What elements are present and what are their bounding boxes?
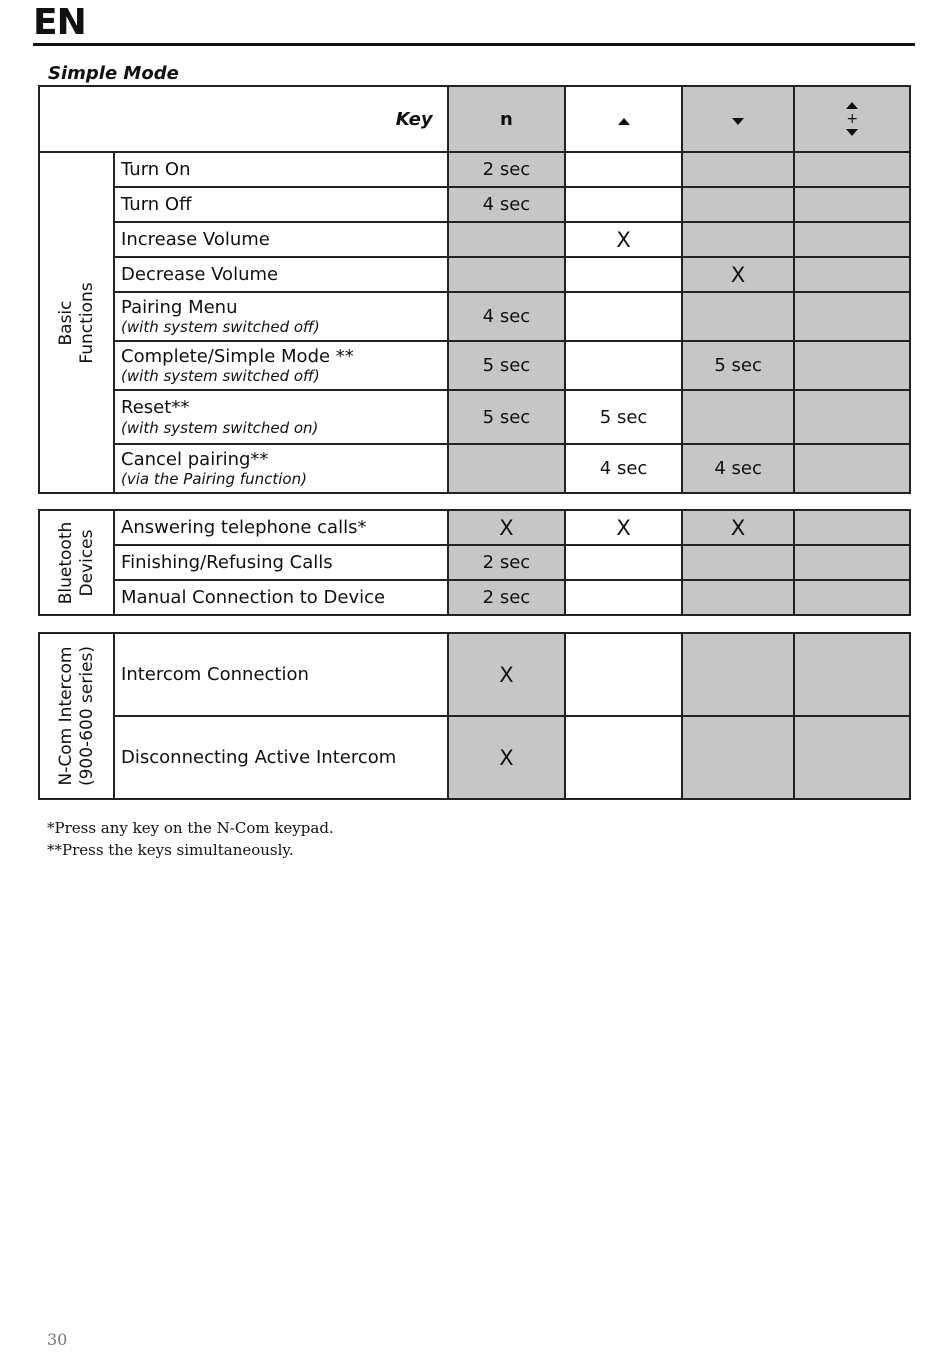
function-name-cell bbox=[114, 257, 448, 292]
key-1-cell bbox=[448, 187, 566, 222]
key-2-cell bbox=[565, 152, 682, 187]
key-1-cell bbox=[448, 292, 566, 341]
cell-value: 2 sec bbox=[482, 159, 531, 180]
key-1-cell bbox=[448, 444, 566, 493]
function-name: Cancel pairing** bbox=[121, 448, 269, 470]
up-triangle-icon bbox=[618, 118, 630, 125]
down-triangle-icon bbox=[732, 118, 744, 125]
key-header-row bbox=[39, 86, 910, 152]
key-down-header bbox=[682, 86, 795, 152]
cell-value: 4 sec bbox=[482, 306, 531, 327]
intercom-table bbox=[38, 632, 911, 800]
table-row bbox=[39, 222, 910, 257]
key-2-cell bbox=[565, 292, 682, 341]
cell-value: 2 sec bbox=[482, 587, 531, 608]
cell-value: X bbox=[499, 662, 514, 687]
table-row bbox=[39, 545, 910, 580]
up-plus-down-icon: + bbox=[795, 102, 909, 136]
table-row bbox=[39, 187, 910, 222]
function-name-cell bbox=[114, 187, 448, 222]
function-name-cell bbox=[114, 633, 448, 716]
function-name-cell bbox=[114, 341, 448, 390]
function-name: Reset** bbox=[121, 397, 190, 419]
cell-value: 5 sec bbox=[714, 355, 762, 376]
function-name: Finishing/Refusing Calls bbox=[121, 551, 333, 573]
key-3-cell bbox=[682, 187, 795, 222]
function-name: Intercom Connection bbox=[121, 663, 309, 685]
function-name: Decrease Volume bbox=[121, 263, 279, 285]
function-note: (with system switched on) bbox=[121, 418, 319, 437]
key-4-cell bbox=[794, 716, 910, 799]
function-note: (via the Pairing function) bbox=[121, 470, 307, 489]
key-3-cell bbox=[682, 257, 795, 292]
table-row bbox=[39, 633, 910, 716]
key-2-cell bbox=[565, 222, 682, 257]
key-2-cell bbox=[565, 444, 682, 493]
cell-value: X bbox=[616, 227, 631, 252]
header-rule bbox=[33, 43, 915, 46]
function-name-cell bbox=[114, 716, 448, 799]
basic-functions-group bbox=[39, 152, 114, 493]
key-1-cell bbox=[448, 222, 566, 257]
key-1-cell bbox=[448, 633, 566, 716]
key-4-cell bbox=[794, 257, 910, 292]
cell-value: 4 sec bbox=[482, 194, 531, 215]
key-2-cell bbox=[565, 545, 682, 580]
basic-functions-table bbox=[38, 85, 911, 494]
key-3-cell bbox=[682, 633, 795, 716]
bluetooth-devices-table bbox=[38, 509, 911, 616]
key-4-cell bbox=[794, 444, 910, 493]
key-3-cell bbox=[682, 222, 795, 257]
bluetooth-devices-group bbox=[39, 510, 114, 615]
function-name: Turn Off bbox=[121, 193, 192, 215]
cell-value: X bbox=[730, 262, 746, 287]
key-4-cell bbox=[794, 187, 910, 222]
table-row bbox=[39, 292, 910, 341]
group-label-line: Functions bbox=[76, 281, 97, 364]
table-row bbox=[39, 580, 910, 615]
key-2-cell bbox=[565, 187, 682, 222]
page-number: 30 bbox=[47, 1330, 68, 1349]
key-2-cell bbox=[565, 510, 682, 545]
group-label-line: Devices bbox=[76, 529, 97, 596]
cell-value: 5 sec bbox=[599, 406, 648, 428]
key-2-cell bbox=[565, 633, 682, 716]
function-name: Turn On bbox=[121, 158, 191, 180]
table-row bbox=[39, 444, 910, 493]
group-label-line: Basic bbox=[55, 299, 76, 346]
function-name-cell bbox=[114, 390, 448, 444]
table-row bbox=[39, 510, 910, 545]
function-name-cell bbox=[114, 292, 448, 341]
function-name-cell bbox=[114, 545, 448, 580]
key-header-label: Key bbox=[39, 86, 448, 152]
key-4-cell bbox=[794, 292, 910, 341]
footnote: *Press any key on the N-Com keypad. bbox=[47, 819, 334, 837]
function-name-cell bbox=[114, 152, 448, 187]
group-label-line: (900-600 series) bbox=[76, 645, 97, 787]
key-3-cell bbox=[682, 580, 795, 615]
key-2-cell bbox=[565, 390, 682, 444]
cell-value: 2 sec bbox=[482, 552, 531, 573]
cell-value: 5 sec bbox=[482, 355, 531, 376]
table-row bbox=[39, 390, 910, 444]
function-name-cell bbox=[114, 222, 448, 257]
key-3-cell bbox=[682, 716, 795, 799]
function-name: Increase Volume bbox=[121, 228, 270, 250]
key-4-cell bbox=[794, 152, 910, 187]
key-up-header bbox=[565, 86, 682, 152]
function-name: Complete/Simple Mode ** bbox=[121, 345, 354, 367]
key-4-cell bbox=[794, 222, 910, 257]
function-name-cell bbox=[114, 510, 448, 545]
key-3-cell bbox=[682, 444, 795, 493]
function-note: (with system switched off) bbox=[121, 367, 320, 386]
function-name: Answering telephone calls* bbox=[121, 516, 367, 538]
table-row bbox=[39, 257, 910, 292]
function-name: Pairing Menu bbox=[121, 296, 238, 318]
function-name: Manual Connection to Device bbox=[121, 586, 386, 608]
key-1-cell bbox=[448, 257, 566, 292]
key-2-cell bbox=[565, 580, 682, 615]
key-1-cell bbox=[448, 510, 566, 545]
function-name-cell bbox=[114, 580, 448, 615]
function-note: (with system switched off) bbox=[121, 318, 320, 337]
cell-value: X bbox=[616, 515, 631, 540]
key-1-cell bbox=[448, 716, 566, 799]
key-4-cell bbox=[794, 390, 910, 444]
footnotes bbox=[47, 817, 334, 861]
key-3-cell bbox=[682, 545, 795, 580]
intercom-group bbox=[39, 633, 114, 799]
group-label-line: N-Com Intercom bbox=[55, 646, 76, 786]
key-3-cell bbox=[682, 510, 795, 545]
table-row bbox=[39, 716, 910, 799]
key-2-cell bbox=[565, 257, 682, 292]
section-title: Simple Mode bbox=[48, 63, 179, 84]
key-1-cell bbox=[448, 580, 566, 615]
key-4-cell bbox=[794, 580, 910, 615]
key-1-cell bbox=[448, 341, 566, 390]
key-1-cell bbox=[448, 152, 566, 187]
table-row bbox=[39, 341, 910, 390]
key-1-cell bbox=[448, 390, 566, 444]
key-2-cell bbox=[565, 341, 682, 390]
group-label-line: Bluetooth bbox=[55, 521, 76, 604]
key-up-plus-down-header bbox=[794, 86, 910, 152]
key-2-cell bbox=[565, 716, 682, 799]
key-4-cell bbox=[794, 341, 910, 390]
key-4-cell bbox=[794, 545, 910, 580]
table-row bbox=[39, 152, 910, 187]
cell-value: X bbox=[499, 515, 514, 540]
key-4-cell bbox=[794, 510, 910, 545]
key-n-header: n bbox=[448, 86, 566, 152]
cell-value: X bbox=[730, 515, 746, 540]
key-3-cell bbox=[682, 292, 795, 341]
key-1-cell bbox=[448, 545, 566, 580]
cell-value: X bbox=[499, 745, 514, 770]
language-code: EN bbox=[33, 2, 86, 43]
footnote: **Press the keys simultaneously. bbox=[47, 841, 294, 859]
function-name-cell bbox=[114, 444, 448, 493]
key-3-cell bbox=[682, 341, 795, 390]
cell-value: 4 sec bbox=[714, 458, 762, 479]
cell-value: 5 sec bbox=[482, 406, 531, 428]
cell-value: 4 sec bbox=[599, 458, 648, 479]
key-3-cell bbox=[682, 390, 795, 444]
function-name: Disconnecting Active Intercom bbox=[121, 746, 397, 768]
key-4-cell bbox=[794, 633, 910, 716]
key-3-cell bbox=[682, 152, 795, 187]
